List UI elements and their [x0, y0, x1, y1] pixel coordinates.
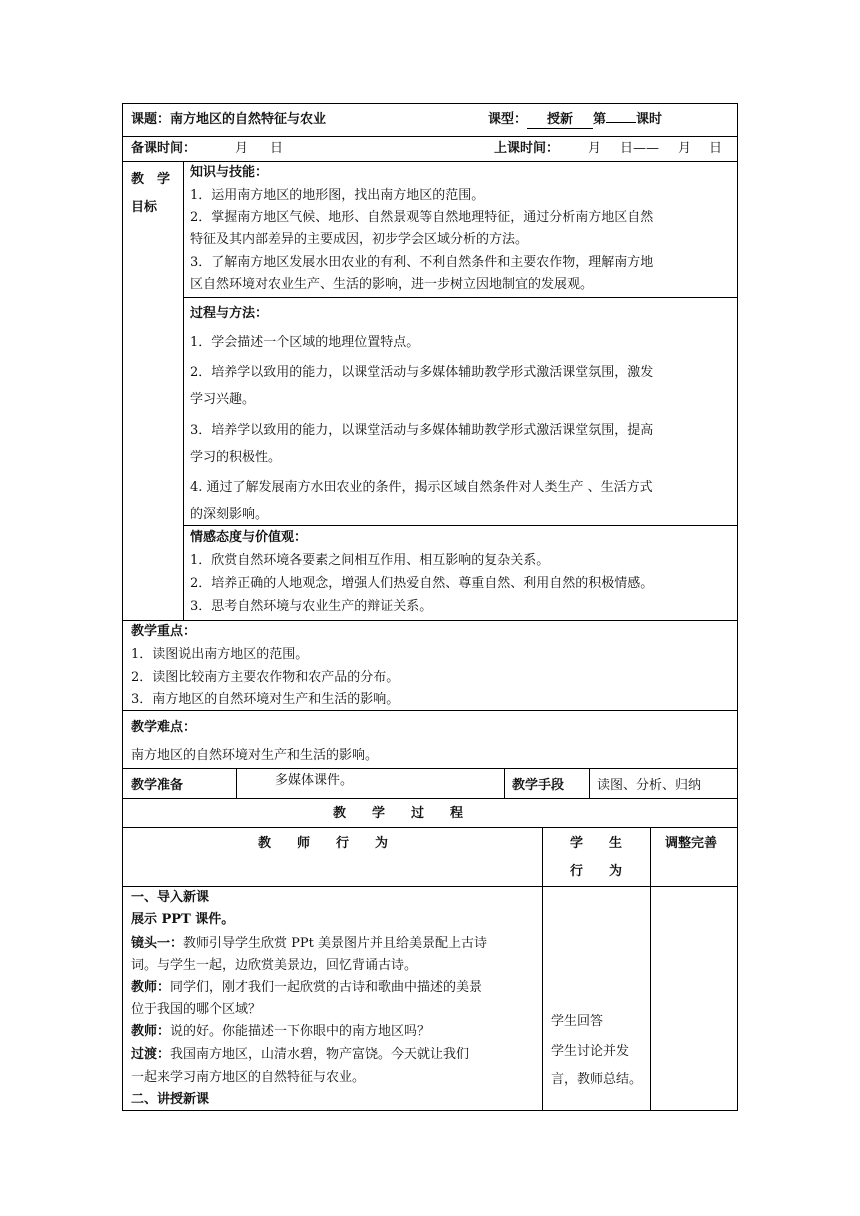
prep-month: 月	[235, 141, 249, 156]
key-point-line: 1．读图说出南方地区的范围。	[131, 647, 309, 662]
divider	[122, 136, 738, 137]
body-line: 位于我国的哪个区域？	[131, 1002, 262, 1017]
emotion-line: 1．欣赏自然环境各要素之间相互作用、相互影响的复杂关系。	[190, 553, 550, 568]
process-method-line: 的深刻影响。	[190, 507, 269, 522]
knowledge-line: 3．了解南方地区发展水田农业的有利、不利自然条件和主要农作物，理解南方地	[190, 255, 654, 270]
process-method-line: 学习的积极性。	[190, 450, 282, 465]
student-column-header-line1: 学 生	[570, 836, 623, 851]
body-line	[131, 978, 482, 998]
divider	[236, 768, 237, 798]
body-line-label: 过渡：	[131, 1047, 171, 1062]
process-method-title: 过程与方法：	[190, 306, 269, 321]
lesson-type-label: 课型：	[488, 112, 528, 127]
body-line: 一起来学习南方地区的自然特征与农业。	[131, 1070, 366, 1085]
class-month: 月	[588, 141, 602, 156]
divider	[650, 827, 651, 1110]
body-line	[131, 1022, 430, 1042]
student-action-line: 学生回答	[551, 1014, 604, 1029]
class-day-range: 日——	[620, 141, 660, 156]
lesson-type-di: 第	[593, 112, 607, 127]
divider	[183, 297, 738, 298]
process-method-line: 1．学会描述一个区域的地理位置特点。	[190, 335, 420, 350]
topic-title: 南方地区的自然特征与农业	[170, 112, 327, 127]
knowledge-line: 区自然环境对农业生产、生活的影响，进一步树立因地制宜的发展观。	[190, 277, 594, 292]
topic-label: 课题：	[131, 112, 171, 127]
knowledge-line: 特征及其内部差异的主要成因，初步学会区域分析的方法。	[190, 232, 529, 247]
table-border-top	[122, 103, 738, 104]
key-points-title: 教学重点：	[131, 624, 197, 639]
student-action-line: 言，教师总结。	[551, 1072, 643, 1087]
body-line-label: 教师：	[131, 1024, 171, 1039]
body-line-label: 教师：	[131, 980, 171, 995]
body-line-text: 教师引导学生欣赏 PPt 美景图片并且给美景配上古诗	[183, 936, 487, 951]
student-action-line: 学生讨论并发	[551, 1044, 630, 1059]
process-method-line: 2．培养学以致用的能力，以课堂活动与多媒体辅助教学形式激活课堂氛围，激发	[190, 365, 654, 380]
prep-value: 多媒体课件。	[275, 773, 354, 788]
body-line-text: 说的好。你能描述一下你眼中的南方地区吗？	[170, 1024, 431, 1039]
divider	[542, 827, 543, 1110]
table-border-right	[737, 103, 738, 1111]
divider	[122, 768, 738, 769]
class-month-2: 月	[678, 141, 692, 156]
table-border-bottom	[122, 1110, 738, 1111]
body-line-text: 我国南方地区，山清水碧，物产富饶。今天就让我们	[170, 1047, 470, 1062]
process-method-line: 3．培养学以致用的能力，以课堂活动与多媒体辅助教学形式激活课堂氛围，提高	[190, 423, 654, 438]
section-heading: 二、讲授新课	[131, 1092, 210, 1107]
divider	[183, 525, 738, 526]
table-border-left	[122, 103, 123, 1111]
body-line-text: 同学们，刚才我们一起欣赏的古诗和歌曲中描述的美景	[170, 980, 483, 995]
section-subheading: 展示 PPT 课件。	[131, 912, 235, 927]
prep-day: 日	[270, 141, 284, 156]
teacher-column-header: 教 师 行 为	[258, 836, 389, 851]
divider	[183, 161, 184, 620]
divider	[589, 768, 590, 798]
topic-row	[131, 110, 326, 130]
divider	[122, 710, 738, 711]
adjust-column-header: 调整完善	[665, 836, 718, 851]
body-line: 词。与学生一起，边欣赏美景边，回忆背诵古诗。	[131, 958, 418, 973]
means-value: 读图、分析、归纳	[597, 778, 702, 793]
means-label: 教学手段	[512, 778, 565, 793]
divider	[122, 798, 738, 799]
goals-label-line2: 目标	[131, 200, 158, 215]
difficulty-text: 南方地区的自然环境对生产和生活的影响。	[131, 748, 379, 763]
difficulty-title: 教学难点：	[131, 720, 197, 735]
body-line	[131, 934, 487, 954]
divider	[122, 886, 738, 887]
body-line	[131, 1045, 469, 1065]
knowledge-title: 知识与技能：	[190, 165, 269, 180]
emotion-line: 2．培养正确的人地观念，增强人们热爱自然、尊重自然、利用自然的积极情感。	[190, 576, 654, 591]
key-point-line: 2．读图比较南方主要农作物和农产品的分布。	[131, 670, 400, 685]
divider	[122, 161, 738, 162]
lesson-type-row	[488, 110, 662, 130]
knowledge-line: 2．掌握南方地区气候、地形、自然景观等自然地理特征，通过分析南方地区自然	[190, 210, 654, 225]
body-line-label: 镜头一：	[131, 936, 184, 951]
knowledge-line: 1．运用南方地区的地形图，找出南方地区的范围。	[190, 188, 485, 203]
emotion-title: 情感态度与价值观：	[190, 530, 308, 545]
student-column-header-line2: 行 为	[570, 864, 623, 879]
process-title: 教 学 过 程	[333, 806, 464, 821]
section-heading: 一、导入新课	[131, 890, 210, 905]
process-method-line: 4. 通过了解发展南方水田农业的条件，揭示区域自然条件对人类生产 、生活方式	[190, 480, 653, 495]
class-day-2: 日	[709, 141, 723, 156]
lesson-type-value: 授新	[527, 112, 593, 129]
prep-label: 教学准备	[131, 778, 184, 793]
emotion-line: 3．思考自然环境与农业生产的辩证关系。	[190, 599, 433, 614]
key-point-line: 3．南方地区的自然环境对生产和生活的影响。	[131, 692, 400, 707]
prep-time-label: 备课时间：	[131, 141, 197, 156]
divider	[122, 827, 738, 828]
lesson-type-ks: 课时	[636, 112, 663, 127]
goals-label-line1: 教 学	[131, 172, 171, 187]
lesson-number-blank	[606, 122, 636, 123]
divider	[122, 620, 738, 621]
divider	[504, 768, 505, 798]
class-time-label: 上课时间：	[494, 141, 560, 156]
process-method-line: 学习兴趣。	[190, 392, 256, 407]
